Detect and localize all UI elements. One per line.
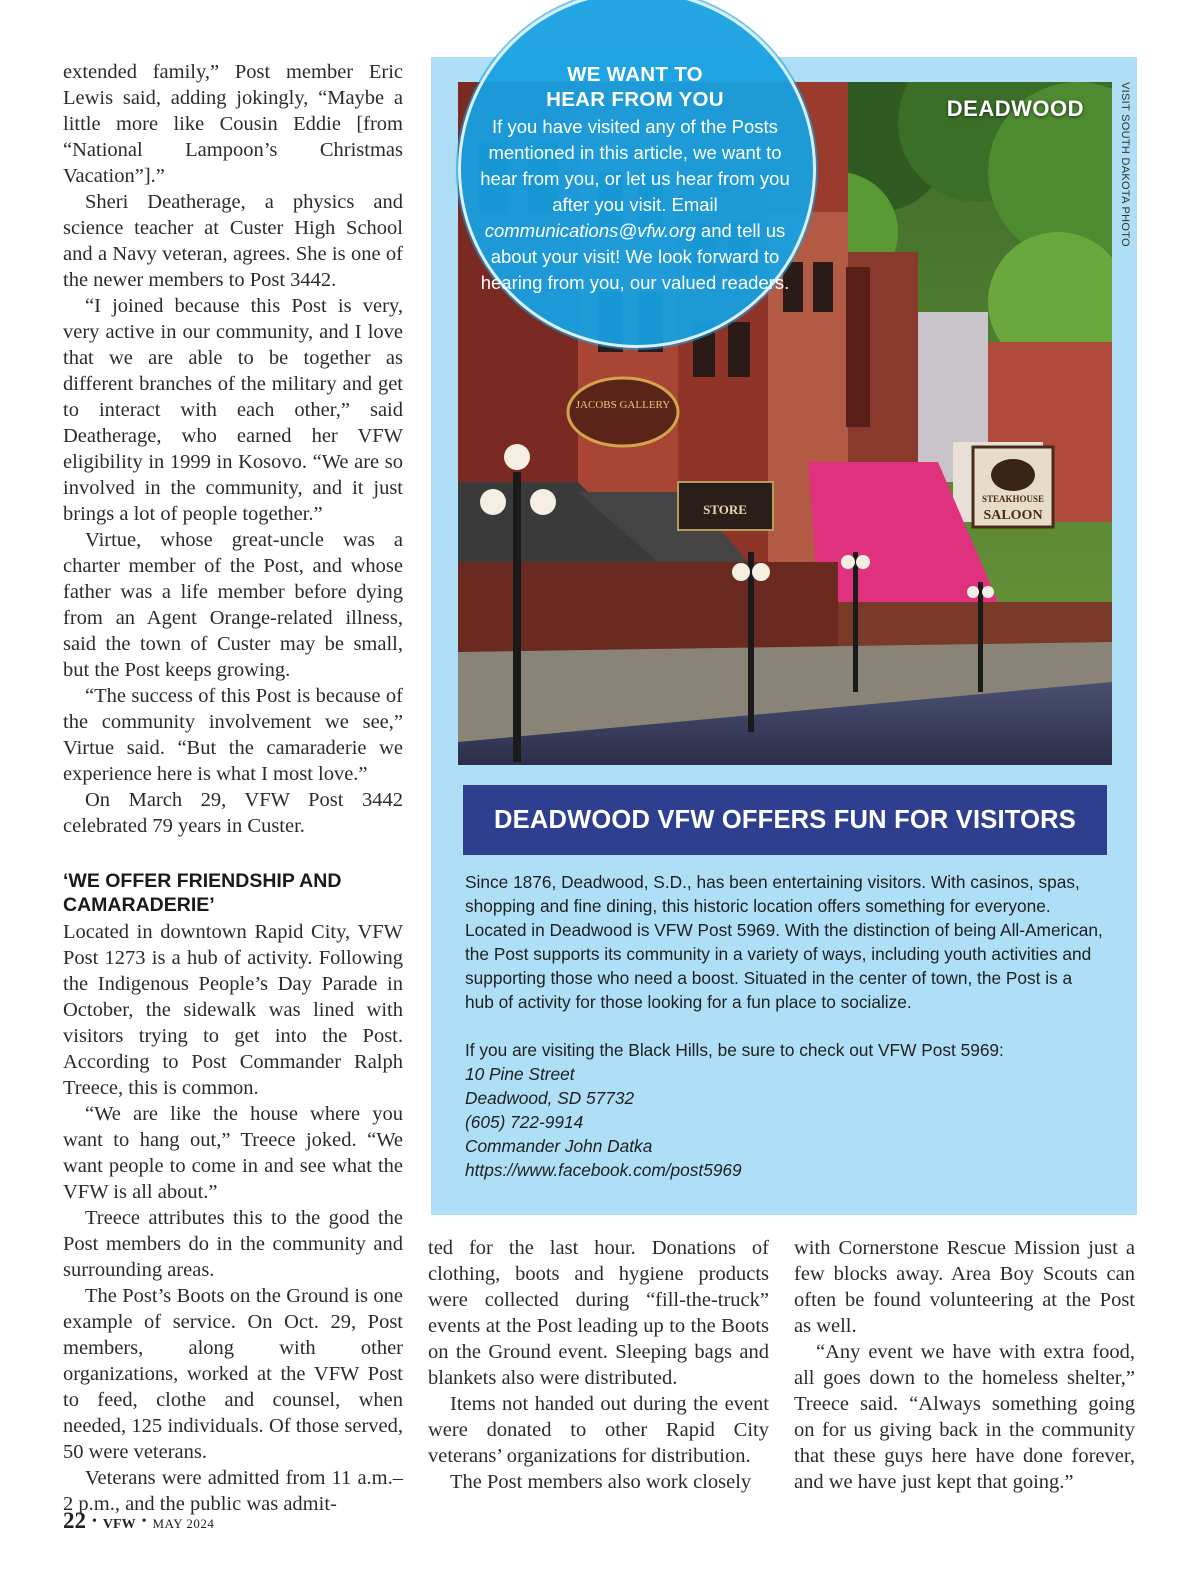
body-paragraph: Virtue, whose great-uncle was a charter member of the Post, and whose father was a life member before dying from an Agent Orange-related illness, said the town of Custer may be small, but the Post keeps growing. [63, 529, 403, 681]
body-paragraph: Located in downtown Rapid City, VFW Post 1273 is a hub of activity. Following the Indigenous People’s Day Parade in October, the sidewalk was lined with visitors trying to get into the Post. According to Post Commander Ralph Treece, this is common. [63, 921, 403, 1099]
sidebar-title: DEADWOOD VFW OFFERS FUN FOR VISITORS [494, 805, 1076, 834]
middle-column [428, 1235, 769, 1495]
body-paragraph: The Post members also work closely [450, 1471, 752, 1493]
saloon-sign-text: SALOON [983, 508, 1043, 523]
body-paragraph: Treece attributes this to the good the Post members do in the community and surrounding areas. [63, 1207, 403, 1281]
callout-heading-line1: WE WANT TO [567, 63, 703, 86]
body-paragraph: “Any event we have with extra food, all goes down to the homeless shelter,” Treece said. “Always something going on for us giving back in the community that these guys here have done forever, and we have just kept that going.” [794, 1341, 1135, 1493]
sidebar-banner [463, 785, 1107, 855]
section-subhead: ‘WE OFFER FRIENDSHIP AND CAMARADERIE’ [63, 870, 342, 916]
callout-heading-line2: HEAR FROM YOU [546, 88, 724, 111]
body-paragraph: with Cornerstone Rescue Mission just a few blocks away. Area Boy Scouts can often be found volunteering at the Post as well. [794, 1237, 1135, 1337]
separator-dot: • [92, 1514, 97, 1529]
issue-date: MAY 2024 [152, 1516, 215, 1531]
body-paragraph: “The success of this Post is because of the community involvement we see,” Virtue said. “But the camaraderie we experience here is what I most love.” [63, 685, 403, 785]
page-footer [63, 1508, 214, 1534]
body-paragraph: ted for the last hour. Donations of clothing, boots and hygiene products were collected during “fill-the-truck” events at the Post leading up to the Boots on the Ground event. Sleeping bags and blankets also were distributed. [428, 1237, 769, 1389]
callout-body-start: If you have visited any of the Posts mentioned in this article, we want to hear from you, or let us hear from you after you visit. Email [480, 116, 790, 215]
body-paragraph: The Post’s Boots on the Ground is one example of service. On Oct. 29, Post members, along with other organizations, worked at the VFW Post to feed, clothe and counsel, when needed, 125 individuals. Of those served, 50 were veterans. [63, 1285, 403, 1463]
commander-name: Commander John Datka [465, 1136, 653, 1156]
address-city: Deadwood, SD 57732 [465, 1088, 635, 1108]
facebook-link[interactable]: https://www.facebook.com/post5969 [465, 1160, 742, 1180]
body-paragraph: extended family,” Post member Eric Lewis said, adding jokingly, “Maybe a little more like Cousin Eddie [from “National Lampoon’s Christmas Vacation”].” [63, 61, 403, 187]
body-paragraph: On March 29, VFW Post 3442 celebrated 79 years in Custer. [63, 789, 403, 837]
body-paragraph: “I joined because this Post is very, very active in our community, and I love that we are able to be together as different branches of the military and get to interact with each other,” said Deatherage, who earned her VFW eligibility in 1999 in Kosovo. “We are so involved in the community, and it just brings a lot of people together.” [63, 295, 403, 525]
photo-credit-text: VISIT SOUTH DAKOTA PHOTO [1119, 82, 1131, 247]
gallery-sign-text: JACOBS GALLERY [575, 399, 671, 411]
photo-credit [1112, 82, 1138, 252]
address-street: 10 Pine Street [465, 1064, 575, 1084]
photo-location-label: DEADWOOD [946, 96, 1084, 121]
callout-text [470, 62, 800, 296]
page-number: 22 [63, 1508, 86, 1533]
right-column [794, 1235, 1135, 1495]
body-paragraph: Items not handed out during the event were donated to other Rapid City veterans’ organizations for distribution. [428, 1393, 769, 1467]
callout-body [470, 114, 800, 296]
store-sign-text: STORE [703, 502, 747, 517]
body-paragraph: Sheri Deatherage, a physics and science teacher at Custer High School and a Navy veteran, agrees. She is one of the newer members to Post 3442. [63, 191, 403, 291]
body-paragraph: “We are like the house where you want to hang out,” Treece joked. “We want people to come in and see what the VFW is all about.” [63, 1103, 403, 1203]
magazine-name: VFW [102, 1517, 136, 1532]
separator-dot: • [141, 1514, 147, 1529]
sidebar-visit-line: If you are visiting the Black Hills, be sure to check out VFW Post 5969: [465, 1040, 1004, 1060]
left-column [63, 59, 403, 1517]
sidebar-intro: Since 1876, Deadwood, S.D., has been entertaining visitors. With casinos, spas, shopping and fine dining, this historic location offers something for everyone. Located in Deadwood is VFW Post 5969. With the distinction of being All-American, the Post supports its community in a variety of ways, including youth activities and supporting those who need a boost. Situated in the center of town, the Post is a hub of activity for those looking for a fun place to socialize. [465, 872, 1103, 1012]
steakhouse-sign-text: STEAKHOUSE [981, 494, 1045, 504]
callout-heading [470, 62, 800, 112]
sidebar-body [465, 870, 1105, 1182]
callout-email-link[interactable]: communications@vfw.org [484, 220, 696, 241]
body-paragraph: Veterans were admitted from 11 a.m.–2 p.m., and the public was admit- [63, 1467, 403, 1515]
phone-number: (605) 722-9914 [465, 1112, 584, 1132]
callout-body-end: and tell us about your visit! We look forward to hearing from you, our valued readers. [480, 220, 790, 293]
